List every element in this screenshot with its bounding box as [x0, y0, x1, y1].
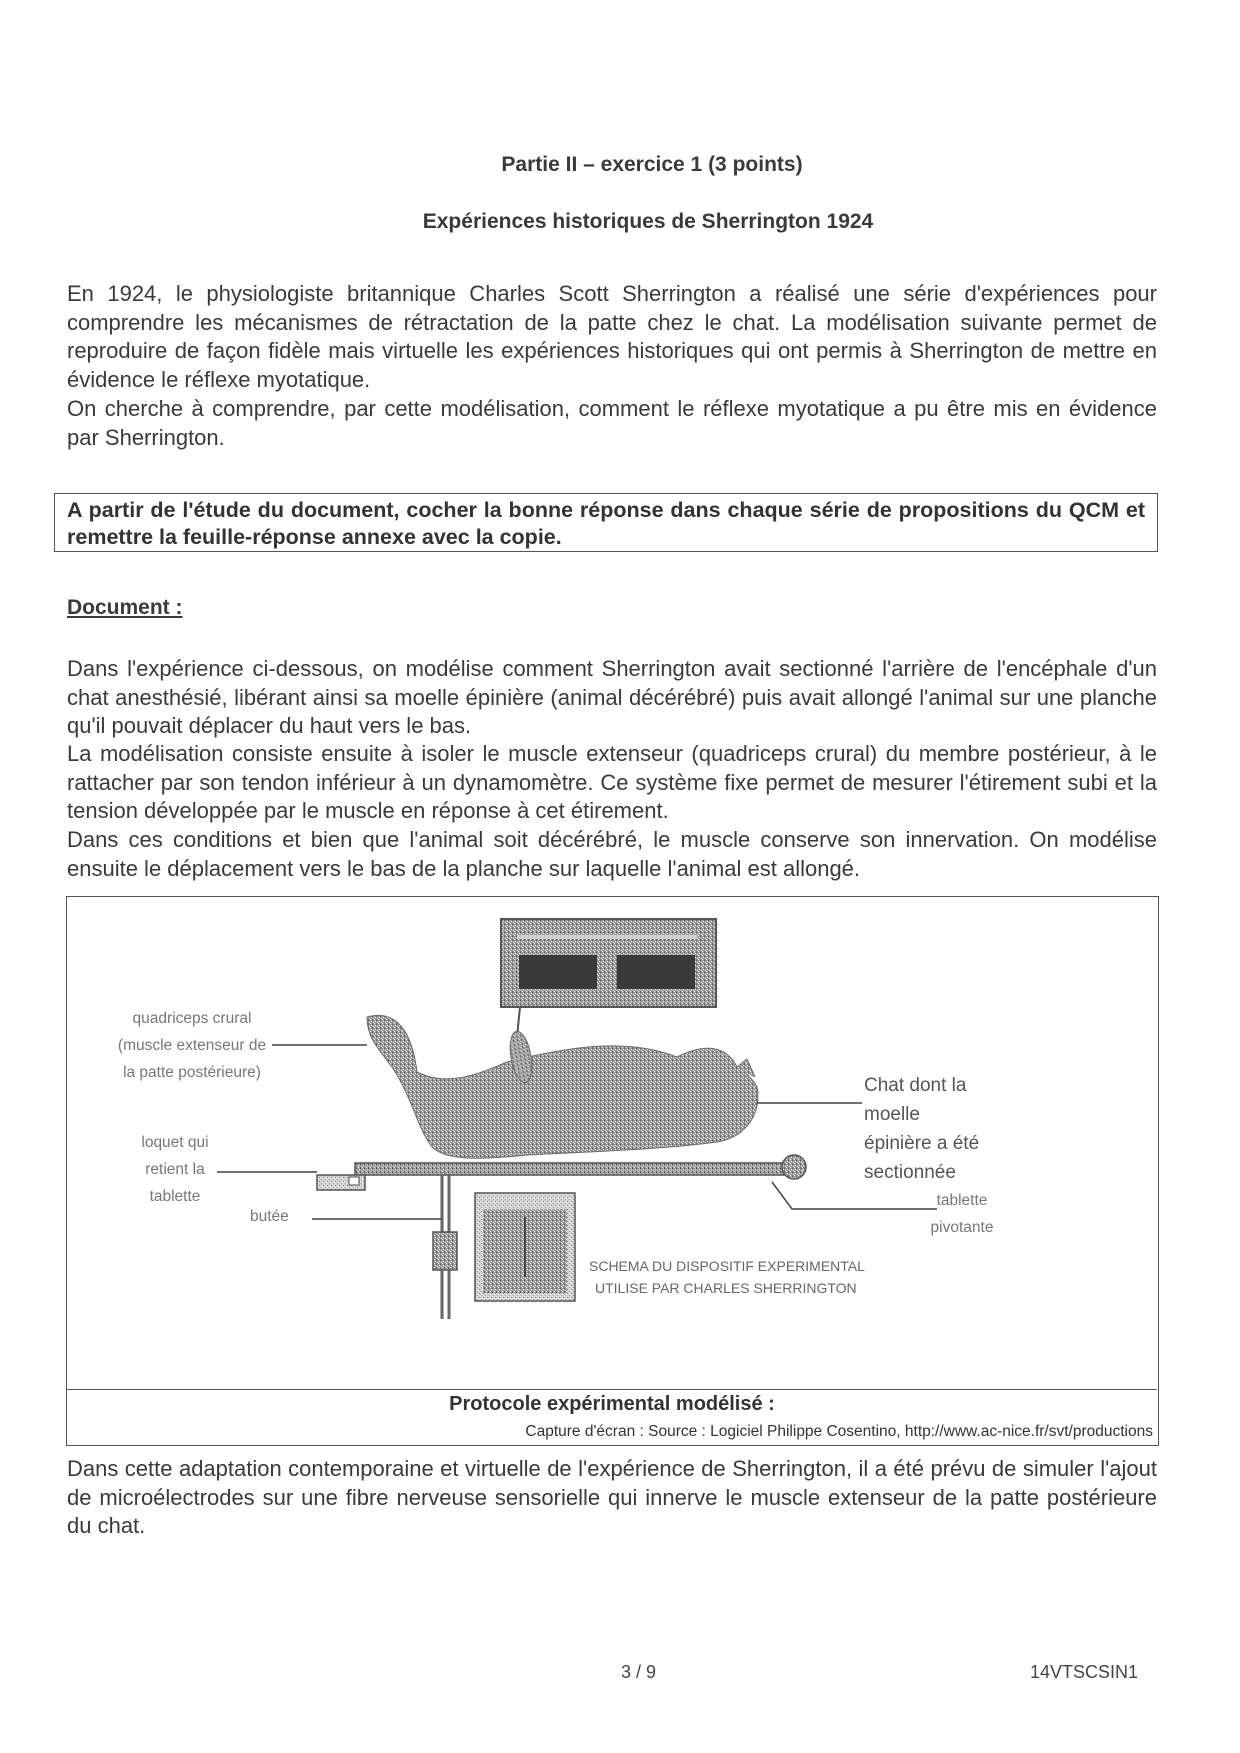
recording-device — [475, 1193, 575, 1301]
closing-paragraph: Dans cette adaptation contemporaine et virtuelle de l'expérience de Sherrington, il a été prévu de simuler l'ajout de microélectrodes sur une fibre nerveuse sensorielle qui innerve le muscle extenseur de la patte postérieure du chat. — [67, 1456, 1157, 1538]
document-heading: Document : — [67, 596, 183, 619]
experiment-diagram — [67, 897, 1157, 1389]
document-paragraph-2: La modélisation consiste ensuite à isoler le muscle extenseur (quadriceps crural) du membre postérieur, à le rattacher par son tendon inférieur à un dynamomètre. Ce système fixe permet de mesurer l'étirement subi et la tension développée par le muscle en réponse à cet étirement. — [67, 741, 1157, 823]
caption-title: Protocole expérimental modélisé : — [449, 1393, 775, 1415]
document-code: 14VTSCSIN1 — [1030, 1662, 1139, 1682]
document-paragraph-1: Dans l'expérience ci-dessous, on modélise comment Sherrington avait sectionné l'arrière de l'encéphale d'un chat anesthésié, libérant ainsi sa moelle épinière (animal décérébré) puis avait allongé l'animal sur une planche qu'il pouvait déplacer du haut vers le bas. — [67, 656, 1157, 738]
pivoting-board — [317, 1155, 806, 1190]
label-quadriceps: quadriceps crural (muscle extenseur de la patte postérieure) — [117, 1010, 267, 1081]
label-schema: SCHEMA DU DISPOSITIF EXPERIMENTAL UTILISE PAR CHARLES SHERRINGTON — [589, 1258, 865, 1296]
task-box: A partir de l'étude du document, cocher la bonne réponse dans chaque série de propositions du QCM et remettre la feuille-réponse annexe avec la copie. — [54, 493, 1158, 552]
page-number: 3 / 9 — [621, 1662, 657, 1682]
document-paragraph-3: Dans ces conditions et bien que l'animal soit décérébré, le muscle conserve son innervation. On modélise ensuite le déplacement vers le bas de la planche sur laquelle l'animal est allongé. — [67, 827, 1157, 881]
subtitle: Expériences historiques de Sherrington 1924 — [422, 210, 874, 233]
experimental-figure — [66, 896, 1159, 1446]
stand — [433, 1175, 457, 1319]
label-tablette: tablette pivotante — [930, 1192, 994, 1236]
label-loquet: loquet qui retient la tablette — [141, 1134, 209, 1205]
intro-paragraph-1: En 1924, le physiologiste britannique Charles Scott Sherrington a réalisé une série d'expériences pour comprendre les mécanismes de rétractation de la patte chez le chat. La modélisation suivante permet de reproduire de façon fidèle mais virtuelle les expériences historiques qui ont permis à Sherrington de mettre en évidence le réflexe myotatique. — [67, 281, 1157, 392]
intro-paragraph-2: On cherche à comprendre, par cette modélisation, comment le réflexe myotatique a pu être mis en évidence par Sherrington. — [67, 396, 1157, 450]
part-title: Partie II – exercice 1 (3 points) — [501, 153, 803, 176]
figure-caption — [67, 1389, 1157, 1446]
label-butee: butée — [250, 1208, 289, 1225]
dynamometer — [501, 919, 716, 1007]
label-chat: Chat dont la moelle épinière a été sectionnée — [864, 1075, 980, 1183]
cat-illustration — [367, 1015, 758, 1158]
caption-source: Capture d'écran : Source : Logiciel Philippe Cosentino, http://www.ac-nice.fr/svt/productions — [525, 1423, 1153, 1440]
